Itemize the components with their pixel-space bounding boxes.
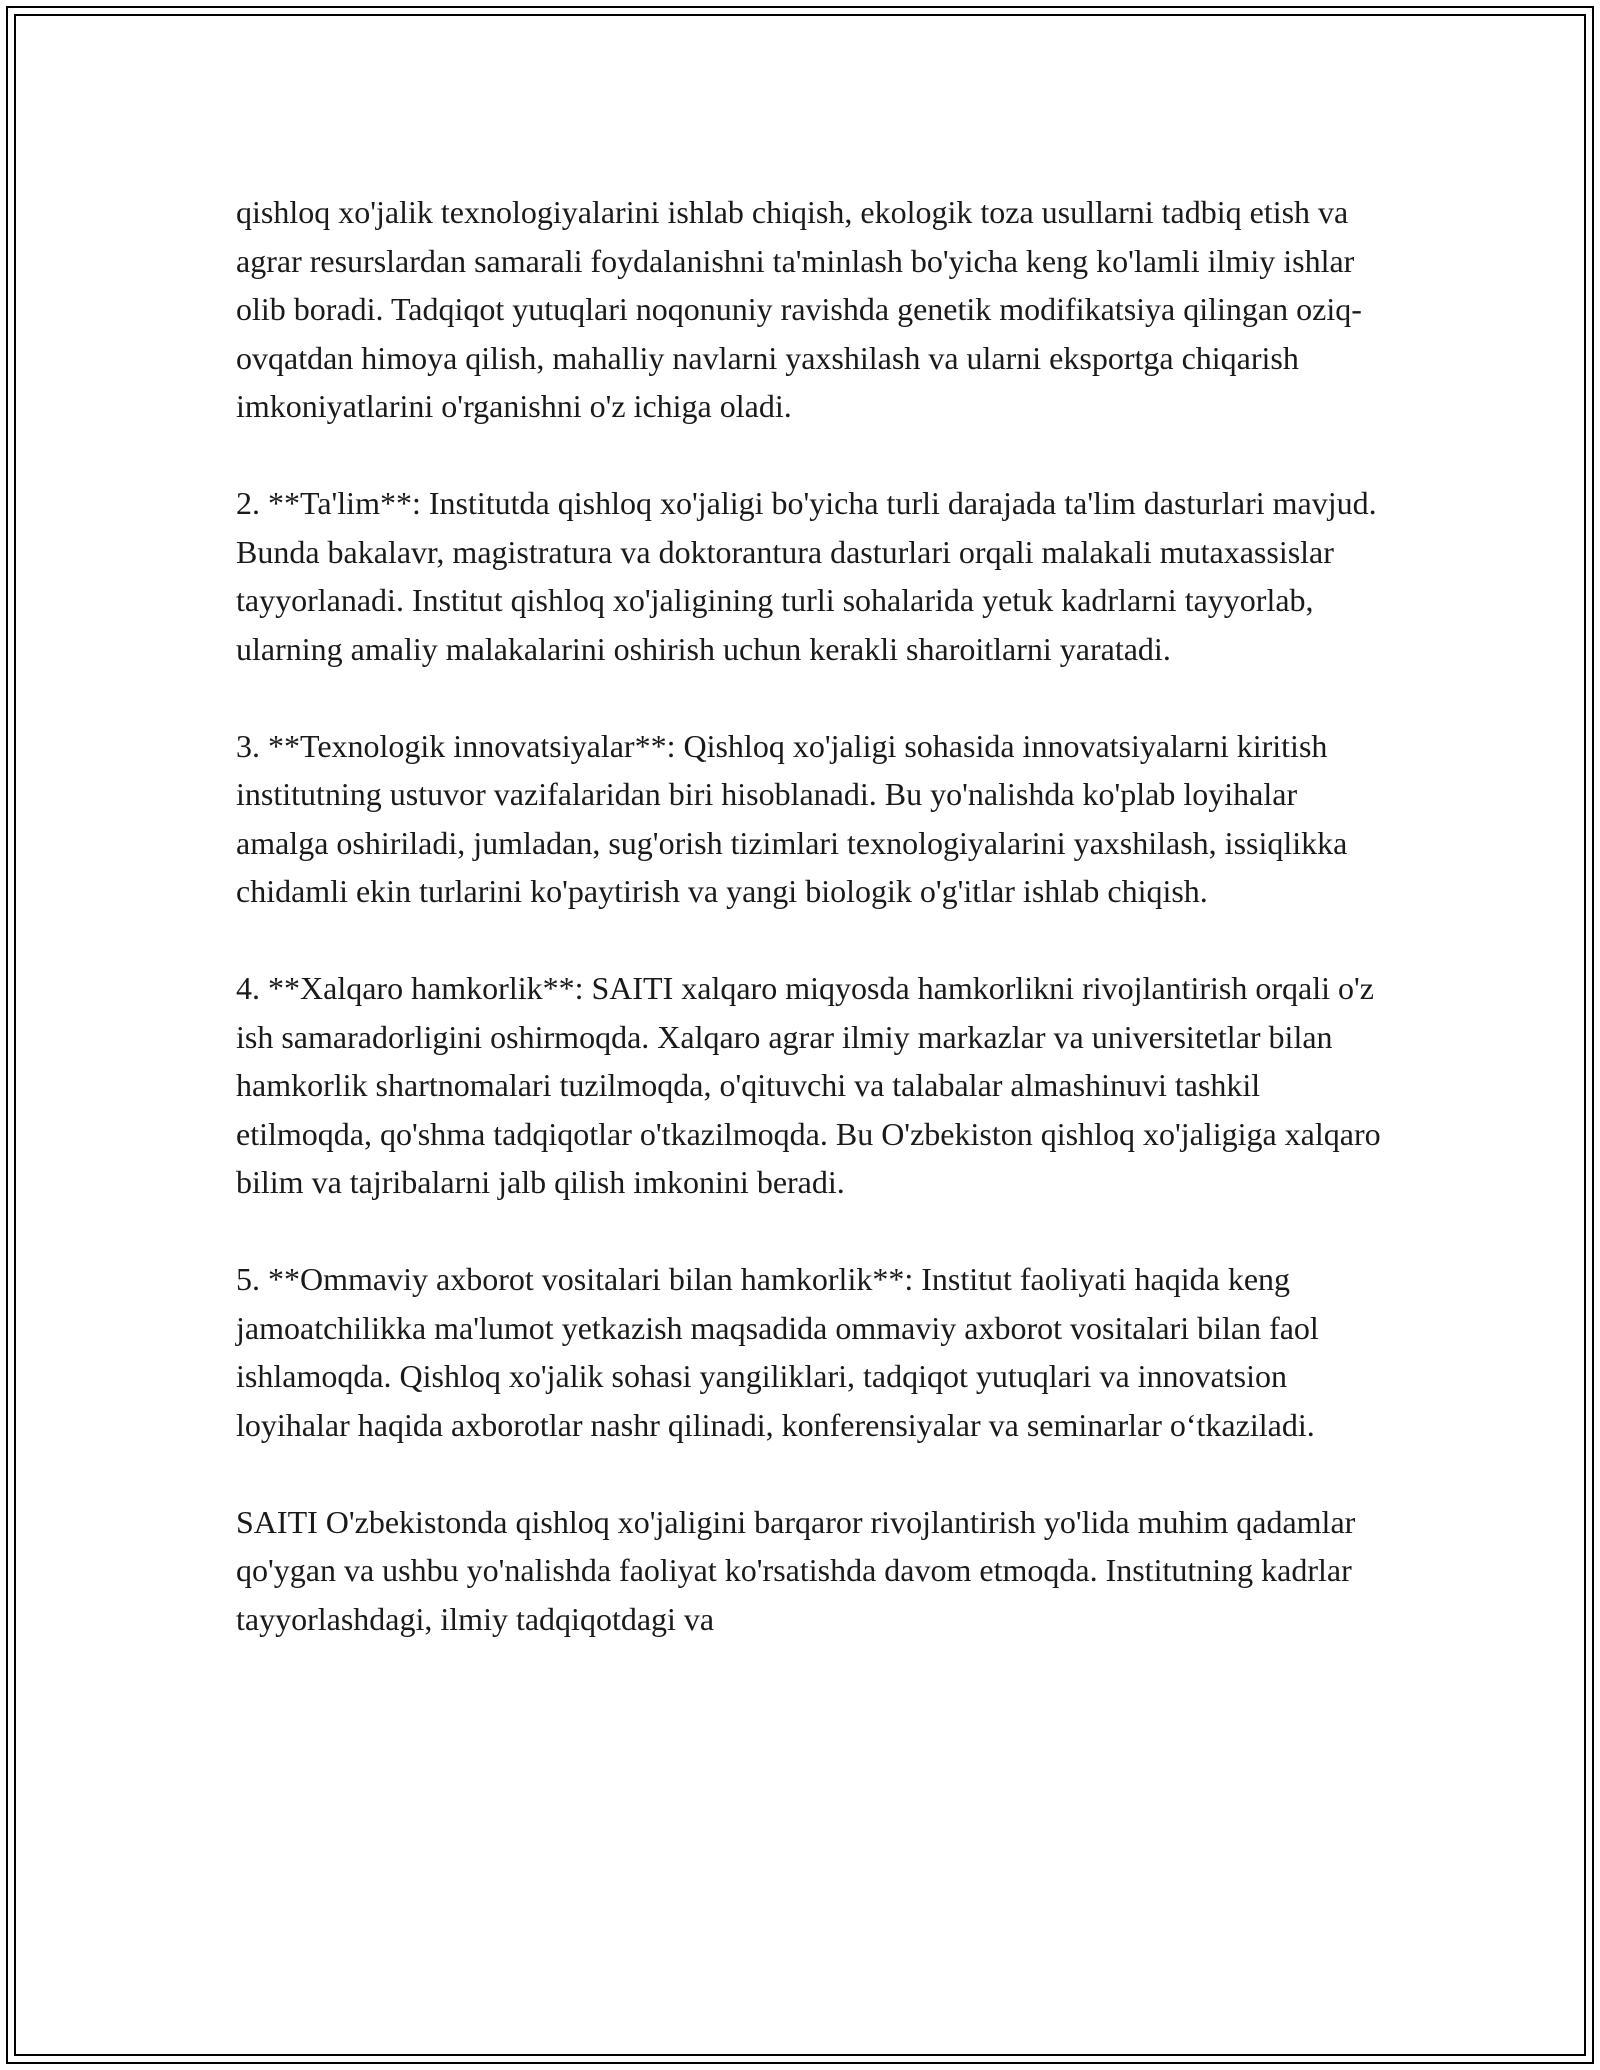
paragraph-innovations: 3. **Texnologik innovatsiyalar**: Qishloq xo'jaligi sohasida innovatsiyalarni kiritish institutning ustuvor vazifalaridan biri hisoblanadi. Bu yo'nalishda ko'plab loyihalar amalga oshiriladi, jumladan, sug'orish tizimlari texnologiyalarini yaxshilash, issiqlikka chidamli ekin turlarini ko'paytirish va yangi biologik o'g'itlar ishlab chiqish.: [236, 727, 1348, 909]
paragraph-media-cooperation: 5. **Ommaviy axborot vositalari bilan hamkorlik**: Institut faoliyati haqida keng jamoatchilikka ma'lumot yetkazish maqsadida ommaviy axborot vositalari bilan faol ishlamoqda. Qishloq xo'jalik sohasi yangiliklari, tadqiqot yutuqlari va innovatsion loyihalar haqida axborotlar nashr qilinadi, konferensiyalar va seminarlar o‘tkaziladi.: [236, 1261, 1319, 1443]
paragraph-education: 2. **Ta'lim**: Institutda qishloq xo'jaligi bo'yicha turli darajada ta'lim dasturlari mavjud. Bunda bakalavr, magistratura va doktorantura dasturlari orqali malakali mutaxassislar tayyorlanadi. Institut qishloq xo'jaligining turli sohalarida yetuk kadrlarni tayyorlab, ularning amaliy malakalarini oshirish uchun kerakli sharoitlarni yaratadi.: [236, 485, 1377, 667]
paragraph-conclusion: SAITI O'zbekistonda qishloq xo'jaligini barqaror rivojlantirish yo'lida muhim qadamlar qo'ygan va ushbu yo'nalishda faoliyat ko'rsatishda davom etmoqda. Institutning kadrlar tayyorlashdagi, ilmiy tadqiqotdagi va: [236, 1503, 1356, 1637]
paragraph-international-cooperation: 4. **Xalqaro hamkorlik**: SAITI xalqaro miqyosda hamkorlikni rivojlantirish orqali o'z ish samaradorligini oshirmoqda. Xalqaro agrar ilmiy markazlar va universitetlar bilan hamkorlik shartnomalari tuzilmoqda, o'qituvchi va talabalar almashinuvi tashkil etilmoqda, qo'shma tadqiqotlar o'tkazilmoqda. Bu O'zbekiston qishloq xo'jaligiga xalqaro bilim va tajribalarni jalb qilish imkonini beradi.: [236, 970, 1381, 1200]
document-body: [236, 188, 1386, 1643]
paragraph-research: qishloq xo'jalik texnologiyalarini ishlab chiqish, ekologik toza usullarni tadbiq etish va agrar resurslardan samarali foydalanishni ta'minlash bo'yicha keng ko'lamli ilmiy ishlar olib boradi. Tadqiqot yutuqlari noqonuniy ravishda genetik modifikatsiya qilingan oziq-ovqatdan himoya qilish, mahalliy navlarni yaxshilash va ularni eksportga chiqarish imkoniyatlarini o'rganishni o'z ichiga oladi.: [236, 194, 1362, 424]
